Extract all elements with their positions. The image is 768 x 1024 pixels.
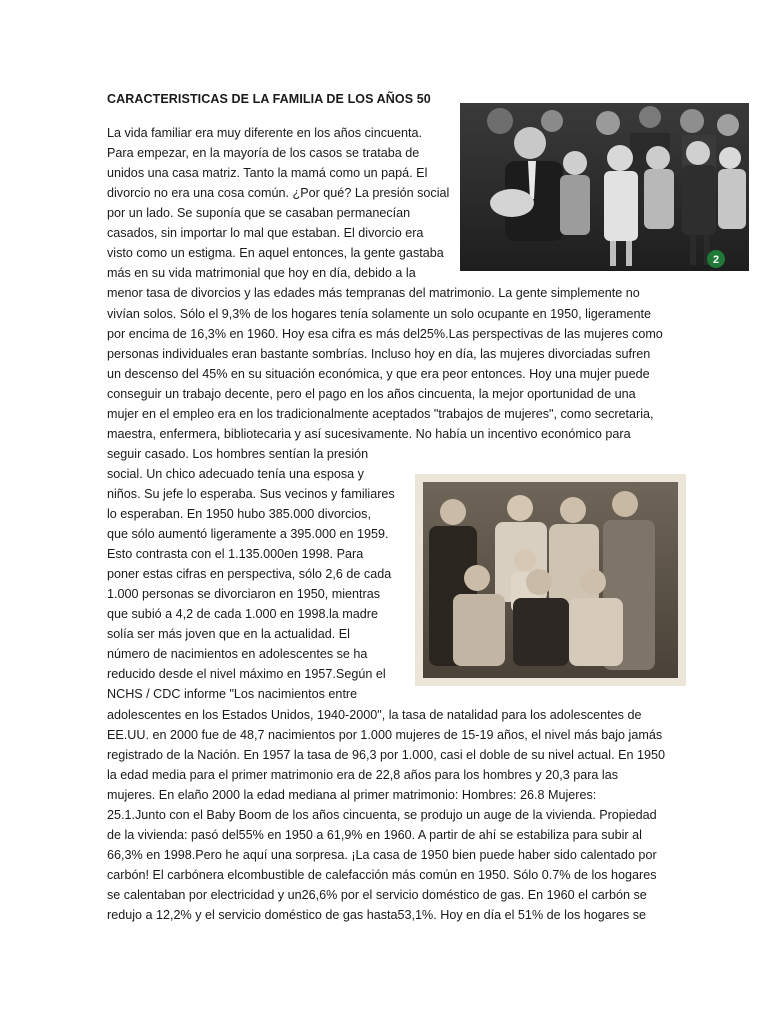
text-line: 66,3% en 1998.Pero he aquí una sorpresa. ¡La casa de 1950 bien puede haber sido calentado por [107,847,657,862]
text-line: 1.000 personas se divorciaron en 1950, mientras [107,587,381,602]
text-line: menor tasa de divorcios y las edades más tempranas del matrimonio. La gente simplemente no [107,286,640,301]
text-line: EE.UU. en 2000 fue de 48,7 nacimientos por 1.000 mujeres de 15-19 años, el nivel más bajo jamás [107,727,663,742]
document-title: CARACTERISTICAS DE LA FAMILIA DE LOS AÑOS 50 [107,92,431,106]
text-line: por un lado. Se suponía que se casaban permanecían [107,206,411,221]
text-line: vivían solos. Sólo el 9,3% de los hogares tenía solamente un solo ocupante en 1950, ligeramente [107,306,651,321]
text-line: divorcio no era una cosa común. ¿Por qué? La presión social [107,186,450,201]
text-line: maestra, enfermera, bibliotecaria y así sucesivamente. No había un incentivo económico para [107,426,631,441]
text-line: poner estas cifras en perspectiva, sólo 2,6 de cada [107,567,392,582]
text-line: visto como un estigma. En aquel entonces, la gente gastaba [107,246,444,261]
text-line: la edad media para el primer matrimonio era de 22,8 años para los hombres y 20,3 para las [107,767,619,782]
family-photo-top [460,103,749,271]
text-line: conseguir un trabajo decente, pero el pago en los años cincuenta, la mejor oportunidad de una [107,386,636,401]
text-line: de la vivienda: pasó del55% en 1950 a 61,9% en 1960. A partir de ahí se estabiliza para subir al [107,827,642,842]
text-line: Esto contrasta con el 1.135.000en 1998. Para [107,547,364,561]
text-line: casados, sin importar lo mal que estaban. El divorcio era [107,226,424,241]
text-line: redujo a 12,2% y el servicio doméstico de gas hasta53,1%. Hoy en día el 51% de los hogares se [107,908,647,922]
text-line: 25.1.Junto con el Baby Boom de los años cincuenta, se produjo un auge de la vivienda. Propiedad [107,807,657,822]
text-line: que sólo aumentó ligeramente a 395.000 en 1959. [107,527,389,541]
text-line: un descenso del 45% en su situación económica, y que era peor entonces. Hoy una mujer puede [107,366,650,381]
text-line: solía ser más joven que en la actualidad. El [107,627,350,642]
text-line: más en su vida matrimonial que hoy en día, debido a la [107,266,416,281]
text-line: seguir casado. Los hombres sentían la presión [107,446,369,461]
text-line: NCHS / CDC informe "Los nacimientos entre [107,687,358,702]
text-line: reducido desde el nivel máximo en 1957.Según el [107,667,386,682]
text-line: número de nacimientos en adolescentes se ha [107,647,368,662]
text-line: personas individuales eran bastante sombrías. Incluso hoy en día, las mujeres divorciadas sufren [107,346,651,361]
text-line: mujeres. En elaño 2000 la edad mediana al primer matrimonio: Hombres: 26.8 Mujeres: [107,787,597,802]
text-line: social. Un chico adecuado tenía una esposa y [107,466,364,481]
text-line: mujer en el empleo era en los tradicionalmente aceptados "trabajos de mujeres", como secretaria, [107,406,654,421]
text-line: por encima de 16,3% en 1960. Hoy esa cifra es más del25%.Las perspectivas de las mujeres como [107,326,663,341]
text-line: registrado de la Nación. En 1957 la tasa de 96,3 por 1.000, casi el doble de su nivel actual. En 1950 [107,747,665,762]
text-line: adolescentes en los Estados Unidos, 1940-2000", la tasa de natalidad para los adolescentes de [107,707,642,722]
text-line: que subió a 4,2 de cada 1.000 en 1998.la madre [107,607,378,622]
text-line: La vida familiar era muy diferente en los años cincuenta. [107,126,423,140]
text-line: Para empezar, en la mayoría de los casos se trataba de [107,146,420,161]
channel-badge-label: 2 [712,254,720,266]
text-line: unidos una casa matriz. Tanto la mamá como un papá. El [107,166,428,181]
family-photo-portrait [415,474,686,686]
text-line: carbón! El carbónera elcombustible de calefacción más común en 1950. Sólo 0.7% de los hogares [107,867,657,882]
text-line: se calentaban por electricidad y un26,6% por el servicio doméstico de gas. En 1960 el carbón se [107,887,647,902]
text-line: lo esperaban. En 1950 hubo 385.000 divorcios, [107,506,371,521]
text-line: niños. Su jefe lo esperaba. Sus vecinos y familiares [107,486,395,501]
